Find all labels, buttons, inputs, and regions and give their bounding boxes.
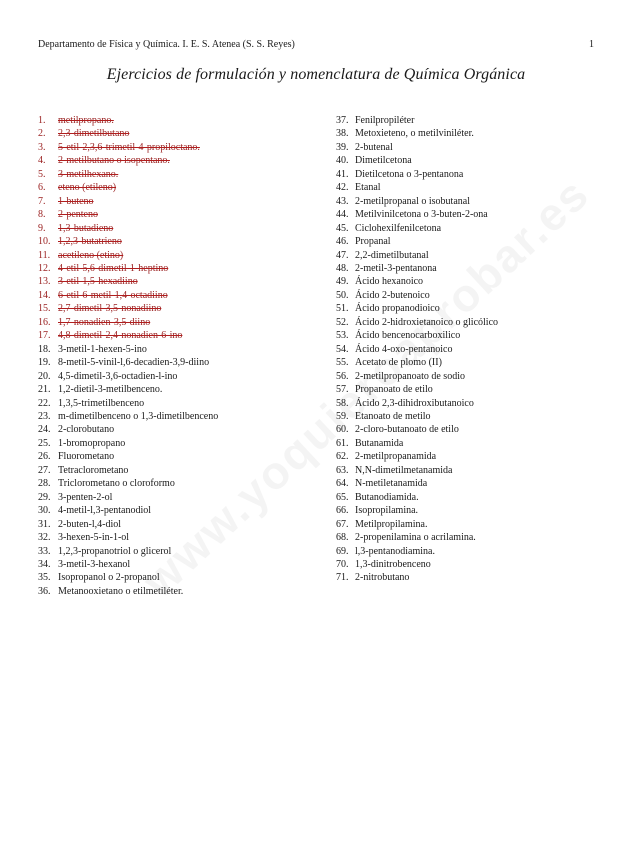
exercise-text: Fenilpropiléter (355, 115, 415, 126)
exercise-number: 60. (336, 424, 349, 436)
exercise-number: 34. (38, 558, 51, 570)
exercise-number: 65. (336, 491, 349, 503)
exercise-number: 57. (336, 384, 349, 396)
exercise-text: 4-metil-l,3-pentanodiol (58, 505, 152, 517)
exercise-number: 11. (38, 249, 51, 261)
exercise-number: 1. (38, 115, 46, 126)
exercise-number: 5. (38, 168, 46, 180)
exercise-item (336, 181, 596, 194)
exercise-number: 10. (38, 236, 51, 248)
exercise-number: 38. (336, 128, 349, 140)
exercise-item (38, 397, 318, 410)
exercise-item (336, 383, 596, 396)
exercise-item (336, 249, 596, 262)
exercise-text: Metilvinilcetona o 3-buten-2-ona (355, 209, 488, 221)
exercise-text: 2-buten-l,4-diol (58, 518, 122, 530)
exercise-number: 64. (336, 478, 349, 490)
exercise-item (336, 302, 596, 315)
exercise-item (336, 222, 596, 235)
exercise-number: 56. (336, 370, 349, 382)
exercise-text: Ácido propanodioico (355, 303, 440, 315)
exercise-item (336, 168, 596, 181)
exercise-item (336, 141, 596, 154)
exercise-number: 52. (336, 316, 349, 328)
exercise-number: 48. (336, 262, 349, 274)
exercise-text: 1-buteno (58, 195, 94, 207)
exercise-text: Metoxieteno, o metilviniléter. (355, 128, 474, 140)
exercise-item (38, 410, 318, 423)
exercise-text: 4,8-dimetil-2,4-nonadien-6-ino (58, 330, 183, 342)
exercise-text: Ciclohexilfenilcetona (355, 222, 442, 234)
exercise-item (38, 141, 318, 154)
exercise-item (38, 222, 318, 235)
exercise-text: acetileno (etino) (58, 249, 124, 261)
exercise-text: metilpropano. (58, 115, 114, 126)
exercise-item (38, 571, 318, 584)
exercise-number: 41. (336, 168, 349, 180)
exercise-text: 3-metilhexano. (58, 168, 119, 180)
exercise-item (336, 208, 596, 221)
exercise-number: 50. (336, 289, 349, 301)
exercise-text: 1,2-dietil-3-metilbenceno. (58, 384, 163, 396)
exercise-item (38, 477, 318, 490)
exercise-item (38, 181, 318, 194)
exercise-number: 55. (336, 357, 349, 369)
exercise-text: eteno (etileno) (58, 182, 117, 194)
exercise-text: Isopropilamina. (355, 505, 419, 517)
exercise-item (38, 249, 318, 262)
exercise-text: 1-bromopropano (58, 437, 126, 449)
exercise-number: 67. (336, 518, 349, 530)
exercise-item (336, 545, 596, 558)
exercise-item (336, 558, 596, 571)
exercise-item (336, 450, 596, 463)
exercise-text: Ácido bencenocarboxilico (355, 330, 461, 342)
exercise-number: 46. (336, 236, 349, 248)
exercise-number: 15. (38, 303, 51, 315)
exercise-number: 24. (38, 424, 51, 436)
exercise-text: 2-metilpropanal o isobutanal (355, 195, 470, 207)
exercise-number: 59. (336, 410, 349, 422)
exercise-number: 47. (336, 249, 349, 261)
exercise-list-left (38, 114, 318, 598)
exercise-number: 71. (336, 572, 349, 584)
exercise-item (336, 423, 596, 436)
exercise-item (336, 437, 596, 450)
exercise-item (336, 289, 596, 302)
exercise-number: 12. (38, 262, 51, 274)
exercise-number: 30. (38, 505, 51, 517)
exercise-text: 2-penteno (58, 209, 98, 221)
exercise-item (38, 464, 318, 477)
exercise-text: 1,7-nonadien-3,5-diino (58, 316, 151, 328)
exercise-text: Isopropanol o 2-propanol (58, 572, 160, 584)
exercise-text: Ácido 2-butenoico (355, 289, 430, 301)
page-header (38, 38, 594, 52)
exercise-text: Metilpropilamina. (355, 518, 428, 530)
exercise-number: 53. (336, 330, 349, 342)
exercise-number: 37. (336, 115, 349, 126)
exercise-item (336, 275, 596, 288)
exercise-item (336, 343, 596, 356)
exercise-number: 51. (336, 303, 349, 315)
exercise-item (38, 154, 318, 167)
exercise-text: 3-penten-2-ol (58, 491, 113, 503)
exercise-text: 1,2,3-propanotriol o glicerol (58, 545, 172, 557)
exercise-number: 27. (38, 464, 51, 476)
exercise-text: 2-metilbutano o isopentano. (58, 155, 170, 167)
exercise-item (336, 504, 596, 517)
exercise-item (336, 571, 596, 584)
exercise-text: m-dimetilbenceno o 1,3-dimetilbenceno (58, 410, 219, 422)
exercise-item (336, 235, 596, 248)
exercise-item (336, 356, 596, 369)
exercise-text: 1,3,5-trimetilbenceno (58, 397, 145, 409)
exercise-number: 58. (336, 397, 349, 409)
exercise-text: Dimetilcetona (355, 155, 412, 167)
exercise-number: 21. (38, 384, 51, 396)
exercise-text: N-metiletanamida (355, 478, 428, 490)
exercise-number: 3. (38, 141, 46, 153)
exercise-number: 33. (38, 545, 51, 557)
exercise-number: 44. (336, 209, 349, 221)
exercise-number: 16. (38, 316, 51, 328)
exercise-text: Etanal (355, 182, 381, 194)
exercise-text: 3-metil-3-hexanol (58, 558, 131, 570)
exercise-number: 54. (336, 343, 349, 355)
exercise-text: 2-metil-3-pentanona (355, 262, 437, 274)
exercise-number: 23. (38, 410, 51, 422)
exercise-text: 3-etil-1,5-hexadiino (58, 276, 138, 288)
exercise-number: 29. (38, 491, 51, 503)
exercise-item (336, 518, 596, 531)
exercise-number: 45. (336, 222, 349, 234)
exercise-number: 61. (336, 437, 349, 449)
exercise-text: Propanal (355, 236, 391, 248)
exercise-item (336, 531, 596, 544)
document-title: Ejercicios de formulación y nomenclatura de Química Orgánica (106, 66, 526, 83)
exercise-text: Etanoato de metilo (355, 410, 431, 422)
exercise-item (336, 262, 596, 275)
exercise-item (38, 437, 318, 450)
exercise-number: 4. (38, 155, 46, 167)
exercise-item (38, 545, 318, 558)
exercise-number: 36. (38, 585, 51, 597)
exercise-number: 49. (336, 276, 349, 288)
exercise-item (38, 423, 318, 436)
exercise-item (38, 383, 318, 396)
exercise-number: 42. (336, 182, 349, 194)
exercise-item (38, 316, 318, 329)
exercise-text: Acetato de plomo (II) (355, 357, 442, 369)
exercise-text: Ácido hexanoico (355, 276, 424, 288)
exercise-number: 28. (38, 478, 51, 490)
exercise-number: 40. (336, 155, 349, 167)
exercise-text: Dietilcetona o 3-pentanona (355, 168, 464, 180)
exercise-item (336, 397, 596, 410)
exercise-text: N,N-dimetilmetanamida (355, 464, 453, 476)
exercise-text: 1,3-butadieno (58, 222, 114, 234)
exercise-text: 2,7-dimetil-3,5-nonadiino (58, 303, 162, 315)
exercise-number: 66. (336, 505, 349, 517)
exercise-number: 32. (38, 532, 51, 544)
exercise-item (38, 531, 318, 544)
exercise-text: 2-clorobutano (58, 424, 115, 436)
exercise-item (38, 114, 318, 127)
page-number: 1 (589, 39, 594, 50)
exercise-text: 3-hexen-5-in-1-ol (58, 532, 130, 544)
exercise-item (38, 168, 318, 181)
exercise-text: 1,3-dinitrobenceno (355, 558, 431, 570)
exercise-item (38, 302, 318, 315)
exercise-text: Tetraclorometano (58, 464, 129, 476)
exercise-text: 2-metilpropanamida (355, 451, 437, 463)
exercise-number: 31. (38, 518, 51, 530)
exercise-number: 17. (38, 330, 51, 342)
exercise-number: 20. (38, 370, 51, 382)
exercise-number: 35. (38, 572, 51, 584)
exercise-text: Ácido 2,3-dihidroxibutanoico (355, 397, 474, 409)
exercise-number: 13. (38, 276, 51, 288)
exercise-number: 63. (336, 464, 349, 476)
exercise-item (336, 127, 596, 140)
exercise-item (38, 329, 318, 342)
exercise-number: 22. (38, 397, 51, 409)
exercise-number: 69. (336, 545, 349, 557)
exercise-text: 2-cloro-butanoato de etilo (355, 424, 459, 436)
exercise-text: 2-nitrobutano (355, 572, 410, 584)
exercise-item (38, 370, 318, 383)
exercise-text: Ácido 4-oxo-pentanoico (355, 343, 453, 355)
exercise-text: Triclorometano o cloroformo (58, 478, 175, 490)
exercise-item (38, 356, 318, 369)
exercise-text: 1,2,3-butatrieno (58, 236, 122, 248)
exercise-item (336, 316, 596, 329)
exercise-text: 3-metil-1-hexen-5-ino (58, 343, 147, 355)
exercise-number: 43. (336, 195, 349, 207)
exercise-item (38, 208, 318, 221)
exercise-number: 68. (336, 532, 349, 544)
exercise-text: Butanamida (355, 437, 404, 449)
exercise-item (38, 289, 318, 302)
exercise-text: 2,3-dimetilbutano (58, 128, 130, 140)
exercise-item (38, 235, 318, 248)
exercise-item (336, 410, 596, 423)
department-label: Departamento de Física y Química. I. E. S. Atenea (S. S. Reyes) (38, 39, 295, 50)
exercise-item (336, 491, 596, 504)
exercise-item (336, 477, 596, 490)
exercise-text: 6-etil-6-metil-1,4-octadiino (58, 289, 168, 301)
exercise-item (336, 329, 596, 342)
exercise-item (38, 518, 318, 531)
exercise-number: 62. (336, 451, 349, 463)
exercise-number: 18. (38, 343, 51, 355)
exercise-text: 2-propenilamina o acrilamina. (355, 532, 476, 544)
exercise-number: 26. (38, 451, 51, 463)
exercise-number: 39. (336, 141, 349, 153)
exercise-number: 25. (38, 437, 51, 449)
exercise-item (38, 585, 318, 598)
exercise-item (38, 343, 318, 356)
exercise-item (336, 370, 596, 383)
exercise-text: 2-butenal (355, 141, 393, 153)
exercise-item (336, 464, 596, 477)
exercise-number: 7. (38, 195, 46, 207)
exercise-text: Ácido 2-hidroxietanoico o glicólico (355, 316, 499, 328)
exercise-number: 9. (38, 222, 46, 234)
exercise-text: 8-metil-5-vinil-l,6-decadien-3,9-diino (58, 357, 210, 369)
exercise-item (38, 262, 318, 275)
exercise-number: 19. (38, 357, 51, 369)
exercise-number: 14. (38, 289, 51, 301)
exercise-text: 5-etil-2,3,6-trimetil-4-propiloctano. (58, 141, 200, 153)
exercise-item (38, 491, 318, 504)
exercise-item (38, 127, 318, 140)
exercise-item (38, 504, 318, 517)
exercise-list-right (336, 114, 596, 585)
exercise-text: Metanooxietano o etilmetiléter. (58, 585, 184, 597)
exercise-item (38, 450, 318, 463)
exercise-text: Fluorometano (58, 451, 115, 463)
exercise-item (38, 275, 318, 288)
exercise-item (336, 195, 596, 208)
exercise-text: 2-metilpropanoato de sodio (355, 370, 465, 382)
exercise-item (38, 558, 318, 571)
exercise-text: 4,5-dimetil-3,6-octadien-l-ino (58, 370, 178, 382)
exercise-item (38, 195, 318, 208)
exercise-number: 70. (336, 558, 349, 570)
exercise-item (336, 154, 596, 167)
exercise-number: 8. (38, 209, 46, 221)
exercise-text: Propanoato de etilo (355, 384, 433, 396)
exercise-text: l,3-pentanodiamina. (355, 545, 435, 557)
exercise-text: 4-etil-5,6-dimetil-1-heptino (58, 262, 169, 274)
exercise-number: 6. (38, 182, 46, 194)
exercise-number: 2. (38, 128, 46, 140)
exercise-text: 2,2-dimetilbutanal (355, 249, 429, 261)
exercise-text: Butanodiamida. (355, 491, 419, 503)
exercise-item (336, 114, 596, 127)
